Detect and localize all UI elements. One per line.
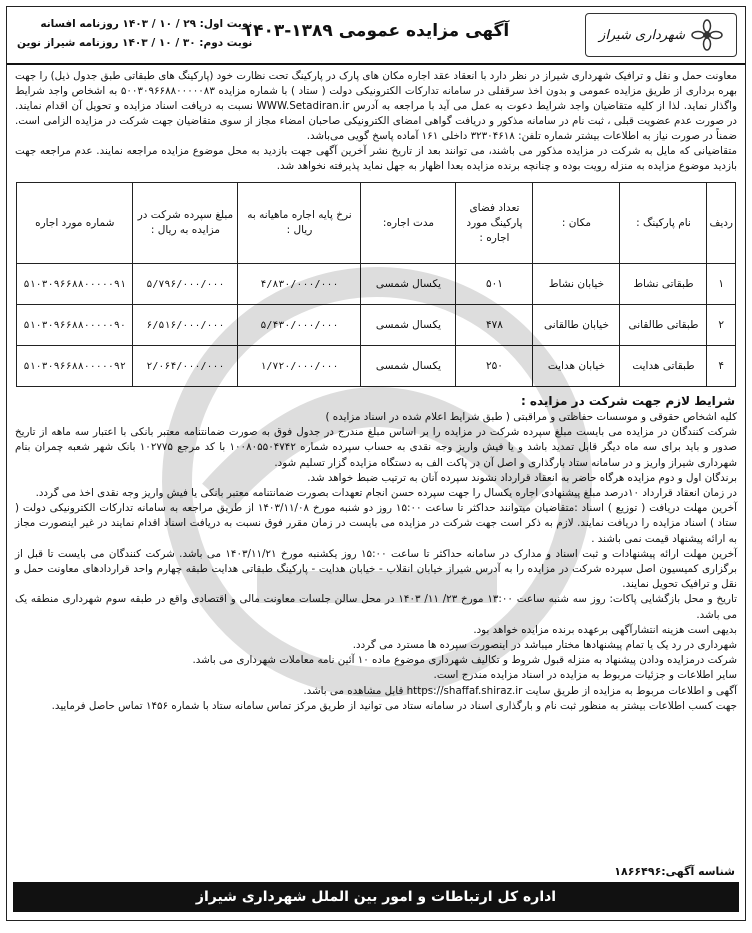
condition-item: آخرین مهلت دریافت ( توزیع ) اسناد :متقاضیان میتوانند حداکثر تا ساعت ۱۵:۰۰ روز دو شنبه مورخ ۱۴۰۳/۱۱/۰۸ از طریق مراجعه به سامانه تدارکات الکترونیکی دولت ( ستاد ) اسناد مزایده را دریافت نمایند. لازم به ذکر است جهت شرکت در مزایده می بایست در زمان مقرر فوق نسبت به دریافت اسناد اقدام نمایند در غیر اینصورت مجاز به ارائه پیشنهاد قیمت نمی باشند . (15, 502, 737, 545)
publication-dates (17, 15, 252, 53)
publication-date-second: نوبت دوم: ۳۰ / ۱۰ / ۱۴۰۳ روزنامه شیراز نوین (17, 37, 253, 49)
table-row (17, 264, 736, 305)
cell-row-number: ۱ (707, 264, 736, 305)
condition-item: تاریخ و محل بازگشایی پاکات: روز سه شنبه ساعت ۱۳:۰۰ مورخ ۲۳/ ۱۱/ ۱۴۰۳ در محل سالن جلسات معاونت مالی و اقتصادی واقع در طبقه سوم شهرداری منطقه یک می باشد. (15, 593, 737, 621)
condition-item: شرکت کنندگان در مزایده می بایست مبلغ سپرده شرکت در مزایده را بر اساس مبلغ مندرج در جدول فوق به صورت ضمانتنامه معتبر بانکی با اعتبار سه ماهه از تاریخ صدور و باید برای سه ماه دیگر قابل تمدید باشد و یا فیش واریز وجه نقدی به حساب سپرده شماره ۱۰۰۸۰۵۵۰۴۷۴۲ با کد مرجع ۱۰۲۷۷۵ بانک شهر شعبه چمران بنام شهرداری شیراز واریز و در سامانه ستاد بارگذاری و اصل آن در پاکت الف به دستگاه مزایده گزار تسلیم شود. (15, 426, 738, 469)
cell-base-rent: ۵/۴۳۰/۰۰۰/۰۰۰ (238, 305, 361, 346)
col-header-lease-number: شماره مورد اجاره (17, 183, 133, 264)
cell-capacity: ۴۷۸ (456, 305, 533, 346)
cell-parking-name: طبقاتی نشاط (620, 264, 707, 305)
condition-item: سایر اطلاعات و جزئیات مربوط به مزایده در اسناد مزایده مندرج است. (433, 669, 737, 682)
cell-duration: یکسال شمسی (361, 346, 456, 387)
condition-item[interactable]: آگهی و اطلاعات مربوط به مزایده از طریق سایت https://shaffaf.shiraz.ir قابل مشاهده می باشد. (303, 684, 737, 697)
cell-base-rent: ۴/۸۳۰/۰۰۰/۰۰۰ (238, 264, 361, 305)
notice-header (7, 7, 745, 65)
cell-deposit: ۵/۷۹۶/۰۰۰/۰۰۰ (133, 264, 238, 305)
condition-item: شهرداری در رد یک یا تمام پیشنهادها مختار میباشد در اینصورت سپرده ها مسترد می گردد. (352, 639, 737, 652)
condition-item: جهت کسب اطلاعات بیشتر به منظور ثبت نام و بارگذاری اسناد در سامانه ستاد می توانید از طریق مرکز تماس سامانه ستاد با شماره ۱۴۵۶ تماس حاصل فرمایید. (51, 699, 737, 712)
condition-item: شرکت درمزایده ودادن پیشنهاد به منزله قبول شروط و تکالیف شهرداری موضوع ماده ۱۰ آئین نامه معاملات شهرداری می باشد. (192, 654, 737, 667)
auction-notice-page (6, 6, 746, 921)
intro-text (7, 65, 745, 174)
col-header-capacity: تعداد فضای پارکینگ مورد اجاره : (456, 183, 533, 264)
cell-row-number: ۴ (707, 346, 736, 387)
col-header-base-rent: نرخ پایه اجاره ماهیانه به ریال : (238, 183, 361, 264)
condition-item: آخرین مهلت ارائه پیشنهادات و ثبت اسناد و مدارک در سامانه حداکثر تا ساعت ۱۵:۰۰ روز یکشنبه مورخ ۱۴۰۳/۱۱/۲۱ می باشد. شرکت کنندگان می بایست تا قبل از برگزاری کمیسیون اصل سپرده شرکت در مزایده را به آدرس شیراز خیابان انقلاب - خیابان هدایت - پارکینگ طبقاتی هدایت طبقه چهارم واحد قراردادهای معاونت حمل و نقل و ترافیک تحویل نمایند. (15, 547, 738, 591)
parking-table (16, 182, 736, 387)
cell-location: خیابان نشاط (533, 264, 620, 305)
col-header-deposit: مبلغ سپرده شرکت در مزایده به ریال : (133, 183, 238, 264)
col-header-parking-name: نام پارکینگ : (620, 183, 707, 264)
cell-deposit: ۶/۵۱۶/۰۰۰/۰۰۰ (133, 305, 238, 346)
cell-deposit: ۲/۰۶۴/۰۰۰/۰۰۰ (133, 346, 238, 387)
table-row (17, 305, 736, 346)
col-header-row-number: ردیف (707, 183, 736, 264)
cell-duration: یکسال شمسی (361, 264, 456, 305)
intro-paragraph: متقاضیانی که مایل به شرکت در مزایده مذکور می باشند، می توانند بعد از تاریخ نشر آخرین آگهی جهت بازدید به محل موضوع مزایده مراجعه نمایند. عدم مراجعه جهت بازدید موضوع مزایده به منزله رویت بوده و چنانچه برنده مزایده بعدا اظهار به جهل نماید پذیرفته نخواهد شد. (15, 145, 737, 172)
cell-lease-number: ۵۱۰۳۰۹۶۶۸۸۰۰۰۰۰۹۱ (17, 264, 133, 305)
condition-item: بدیهی است هزینه انتشارآگهی برعهده برنده مزایده خواهد بود. (473, 623, 737, 636)
cell-location: خیابان هدایت (533, 346, 620, 387)
cell-location: خیابان طالقانی (533, 305, 620, 346)
publication-date-first: نوبت اول: ۲۹ / ۱۰ / ۱۴۰۳ روزنامه افسانه (40, 18, 253, 30)
condition-item: در زمان انعقاد قرارداد ۱۰درصد مبلغ پیشنهادی اجاره یکسال را جهت سپرده حسن انجام تعهدات بصورت ضمانتنامه معتبر بانکی یا فیش واریز وجه نقدی اخذ می گردد. (35, 487, 737, 500)
condition-item: کلیه اشخاص حقوقی و موسسات حفاظتی و مراقبتی ( طبق شرایط اعلام شده در اسناد مزایده ) (325, 411, 737, 423)
table-row (17, 346, 736, 387)
ad-identifier: شناسه آگهی:۱۸۶۶۴۹۶ (614, 865, 735, 878)
notice-title: آگهی مزایده عمومی ۱۳۸۹-۱۴۰۳ (242, 21, 510, 41)
cell-duration: یکسال شمسی (361, 305, 456, 346)
cell-capacity: ۲۵۰ (456, 346, 533, 387)
footer-banner: اداره کل ارتباطات و امور بین الملل شهرداری شیراز (13, 882, 739, 912)
cell-lease-number: ۵۱۰۳۰۹۶۶۸۸۰۰۰۰۰۹۰ (17, 305, 133, 346)
conditions-list (7, 410, 745, 714)
logo-text: شهرداری شیراز (599, 27, 685, 43)
cell-row-number: ۲ (707, 305, 736, 346)
intro-paragraph: معاونت حمل و نقل و ترافیک شهرداری شیراز در نظر دارد با انعقاد عقد اجاره مکان های پارک در پارکینگ تحت نظارت خود (پارکینگ های طبقاتی طبق جدول ذیل) را جهت بهره برداری از طریق مزایده عمومی و بدون اخذ سرقفلی در سامانه تدارکات الکترونیکی دولت ( ستاد ) با شماره مزایده ۵۰۰۳۰۹۶۶۸۸۰۰۰۰۰۸۳ به اشخاص واجد شرایط واگذار نماید. لذا از کلیه متقاضیان واجد شرایط دعوت به عمل می آید با مراجعه به آدرس WWW.Setadiran.ir نسبت به دریافت اسناد مزایده و تحویل آن اقدام نمایند. در صورت عدم عضویت قبلی ، ثبت نام در سامانه مذکور و دریافت گواهی امضای الکترونیکی صاحبان امضاء مجاز از سوی متقاضیان جهت شرکت در مزایده الزامی است. ضمناً در صورت نیاز به اطلاعات بیشتر شماره تلفن: ۳۲۳۰۴۶۱۸ داخلی ۱۶۱ آماده پاسخ گویی می‌باشد. (15, 70, 737, 142)
cell-parking-name: طبقاتی هدایت (620, 346, 707, 387)
cell-base-rent: ۱/۷۲۰/۰۰۰/۰۰۰ (238, 346, 361, 387)
cell-capacity: ۵۰۱ (456, 264, 533, 305)
cell-parking-name: طبقاتی طالقانی (620, 305, 707, 346)
table-header-row (17, 183, 736, 264)
condition-item: برندگان اول و دوم مزایده هرگاه حاضر به انعقاد قرارداد نشوند سپرده آنان به ترتیب ضبط خواهد شد. (307, 471, 737, 484)
conditions-title: شرایط لازم جهت شرکت در مزایده : (520, 394, 735, 408)
col-header-location: مکان : (533, 183, 620, 264)
cell-lease-number: ۵۱۰۳۰۹۶۶۸۸۰۰۰۰۰۹۲ (17, 346, 133, 387)
col-header-duration: مدت اجاره: (361, 183, 456, 264)
